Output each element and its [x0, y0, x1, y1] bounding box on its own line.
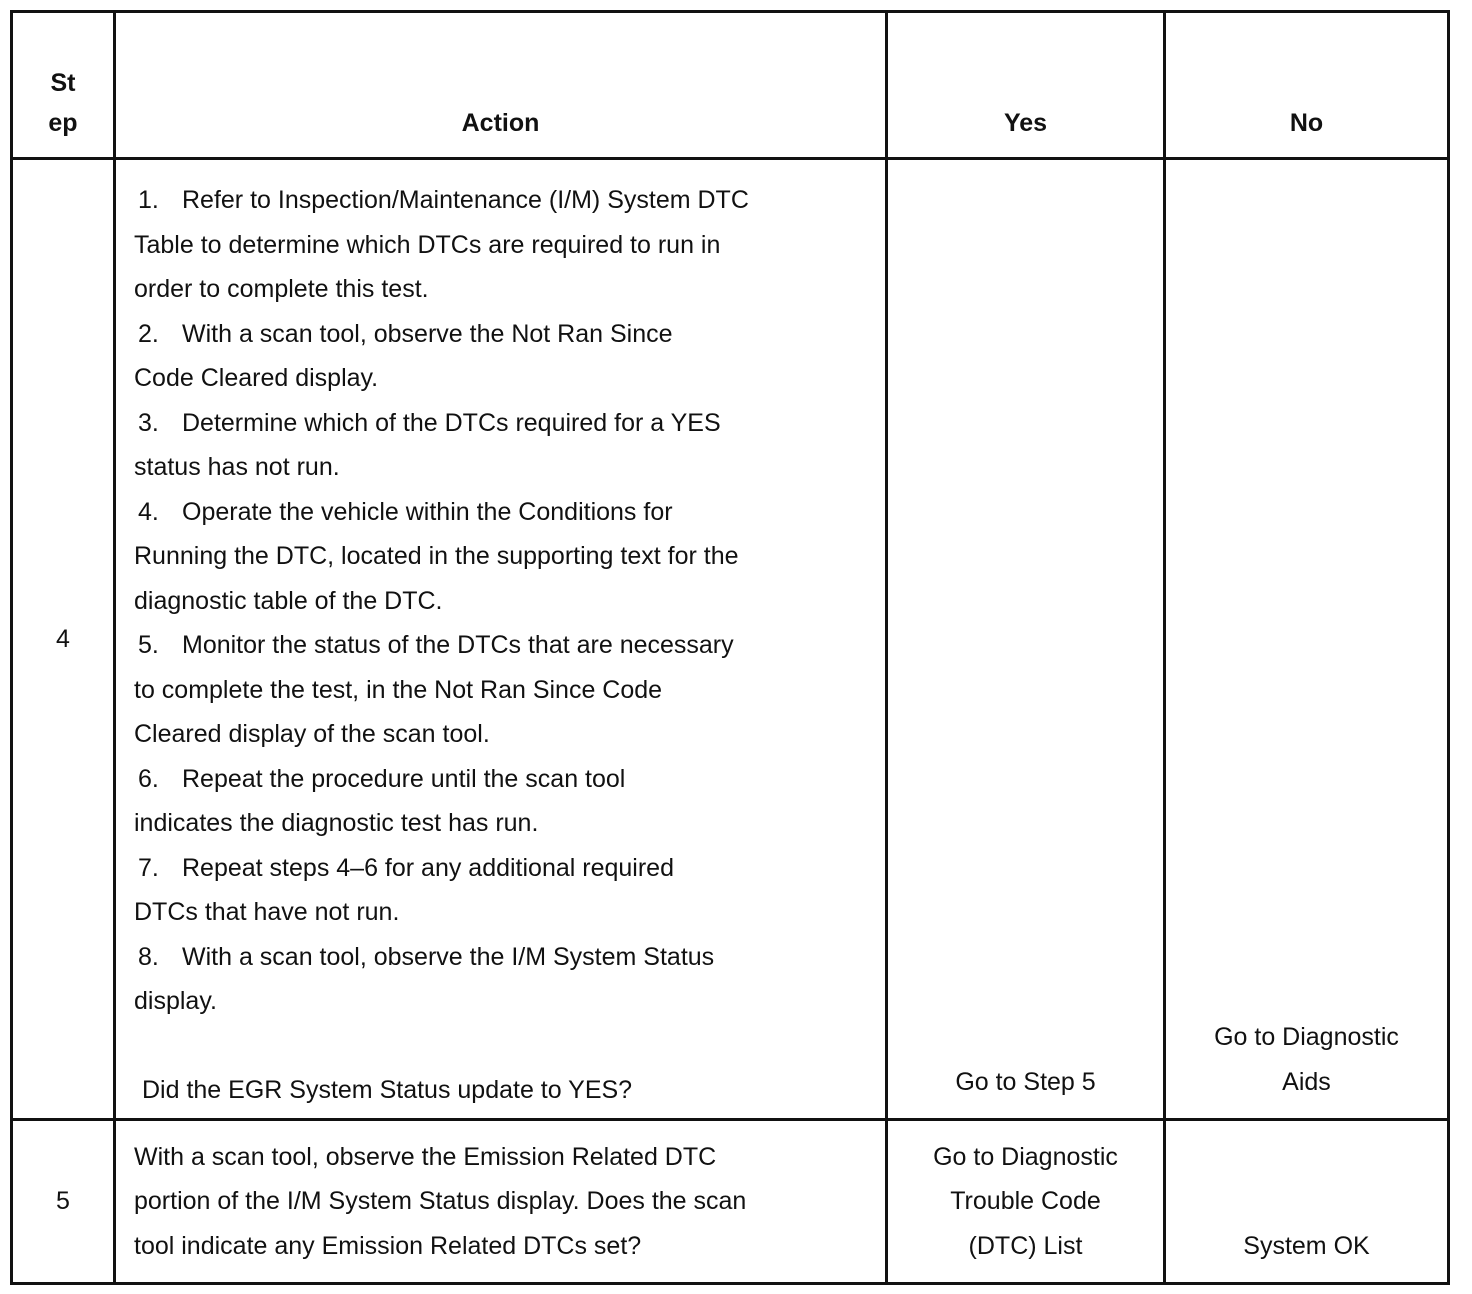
action-step	[134, 312, 875, 401]
action-step	[134, 623, 875, 757]
step-item-text: order to complete this test.	[134, 275, 429, 303]
header-no: No	[1165, 12, 1449, 159]
step-item-text: DTCs that have not run.	[134, 898, 400, 926]
step-item-text: status has not run.	[134, 453, 340, 481]
step-item-text: to complete the test, in the Not Ran Since Code	[134, 675, 663, 704]
action-cell	[115, 1120, 887, 1284]
yes-result: Trouble Code	[950, 1187, 1101, 1216]
step-item-number: 3.	[138, 408, 159, 437]
no-cell	[1165, 1120, 1449, 1284]
action-step	[134, 178, 875, 312]
step-question: Did the EGR System Status update to YES?	[142, 1075, 633, 1104]
table-row	[12, 159, 1449, 1120]
no-cell	[1165, 159, 1449, 1120]
yes-result: Go to Step 5	[955, 1067, 1096, 1096]
step-item-text: diagnostic table of the DTC.	[134, 586, 443, 615]
action-cell	[115, 159, 887, 1120]
yes-result: Go to Diagnostic	[933, 1142, 1118, 1171]
action-step	[134, 401, 875, 490]
step-item-text: With a scan tool, observe the Not Ran Since	[182, 319, 673, 348]
step-item-text: With a scan tool, observe the I/M System Status	[182, 942, 715, 971]
step-item-text: Code Cleared display.	[134, 364, 379, 392]
table-header-row	[12, 12, 1449, 159]
header-yes: Yes	[887, 12, 1165, 159]
action-steps-list	[134, 178, 875, 1024]
action-step	[134, 846, 875, 935]
table-row	[12, 1120, 1449, 1284]
step-item-text: display.	[134, 987, 217, 1015]
yes-cell	[887, 1120, 1165, 1284]
action-text: With a scan tool, observe the Emission Related DTC	[134, 1142, 717, 1171]
step-item-text: Monitor the status of the DTCs that are necessary	[182, 631, 734, 659]
step-item-number: 4.	[138, 497, 159, 526]
step-number: 5	[12, 1120, 115, 1284]
no-result: System OK	[1243, 1231, 1370, 1260]
yes-cell	[887, 159, 1165, 1120]
step-item-number: 7.	[138, 853, 159, 882]
action-step	[134, 935, 875, 1024]
step-item-text: Repeat the procedure until the scan tool	[182, 764, 626, 793]
step-item-text: Running the DTC, located in the supporting text for the	[134, 542, 739, 570]
action-step	[134, 490, 875, 624]
step-item-number: 8.	[138, 942, 159, 971]
step-item-text: indicates the diagnostic test has run.	[134, 809, 539, 837]
action-text: portion of the I/M System Status display. Does the scan	[134, 1187, 747, 1216]
step-item-text: Cleared display of the scan tool.	[134, 720, 490, 748]
step-item-text: Operate the vehicle within the Conditions for	[182, 497, 673, 526]
header-action: Action	[115, 12, 887, 159]
yes-result: (DTC) List	[968, 1231, 1083, 1260]
diagnostic-table	[10, 10, 1450, 1285]
header-step-line: ep	[48, 109, 78, 137]
step-item-number: 5.	[138, 631, 159, 659]
step-item-text: Determine which of the DTCs required for a YES	[182, 408, 721, 437]
step-item-text: Repeat steps 4–6 for any additional required	[182, 853, 674, 882]
step-item-text: Table to determine which DTCs are required to run in	[134, 230, 721, 259]
step-number: 4	[12, 159, 115, 1120]
action-step	[134, 757, 875, 846]
diagnostic-table-container	[10, 10, 1447, 1282]
action-text: tool indicate any Emission Related DTCs set?	[134, 1231, 642, 1260]
step-item-number: 6.	[138, 764, 159, 793]
header-step	[12, 12, 115, 159]
step-item-number: 2.	[138, 319, 159, 348]
no-result: Aids	[1282, 1067, 1331, 1096]
no-result: Go to Diagnostic	[1214, 1023, 1399, 1051]
step-item-text: Refer to Inspection/Maintenance (I/M) System DTC	[182, 186, 749, 214]
step-item-number: 1.	[138, 186, 159, 214]
header-step-line: St	[50, 69, 76, 97]
